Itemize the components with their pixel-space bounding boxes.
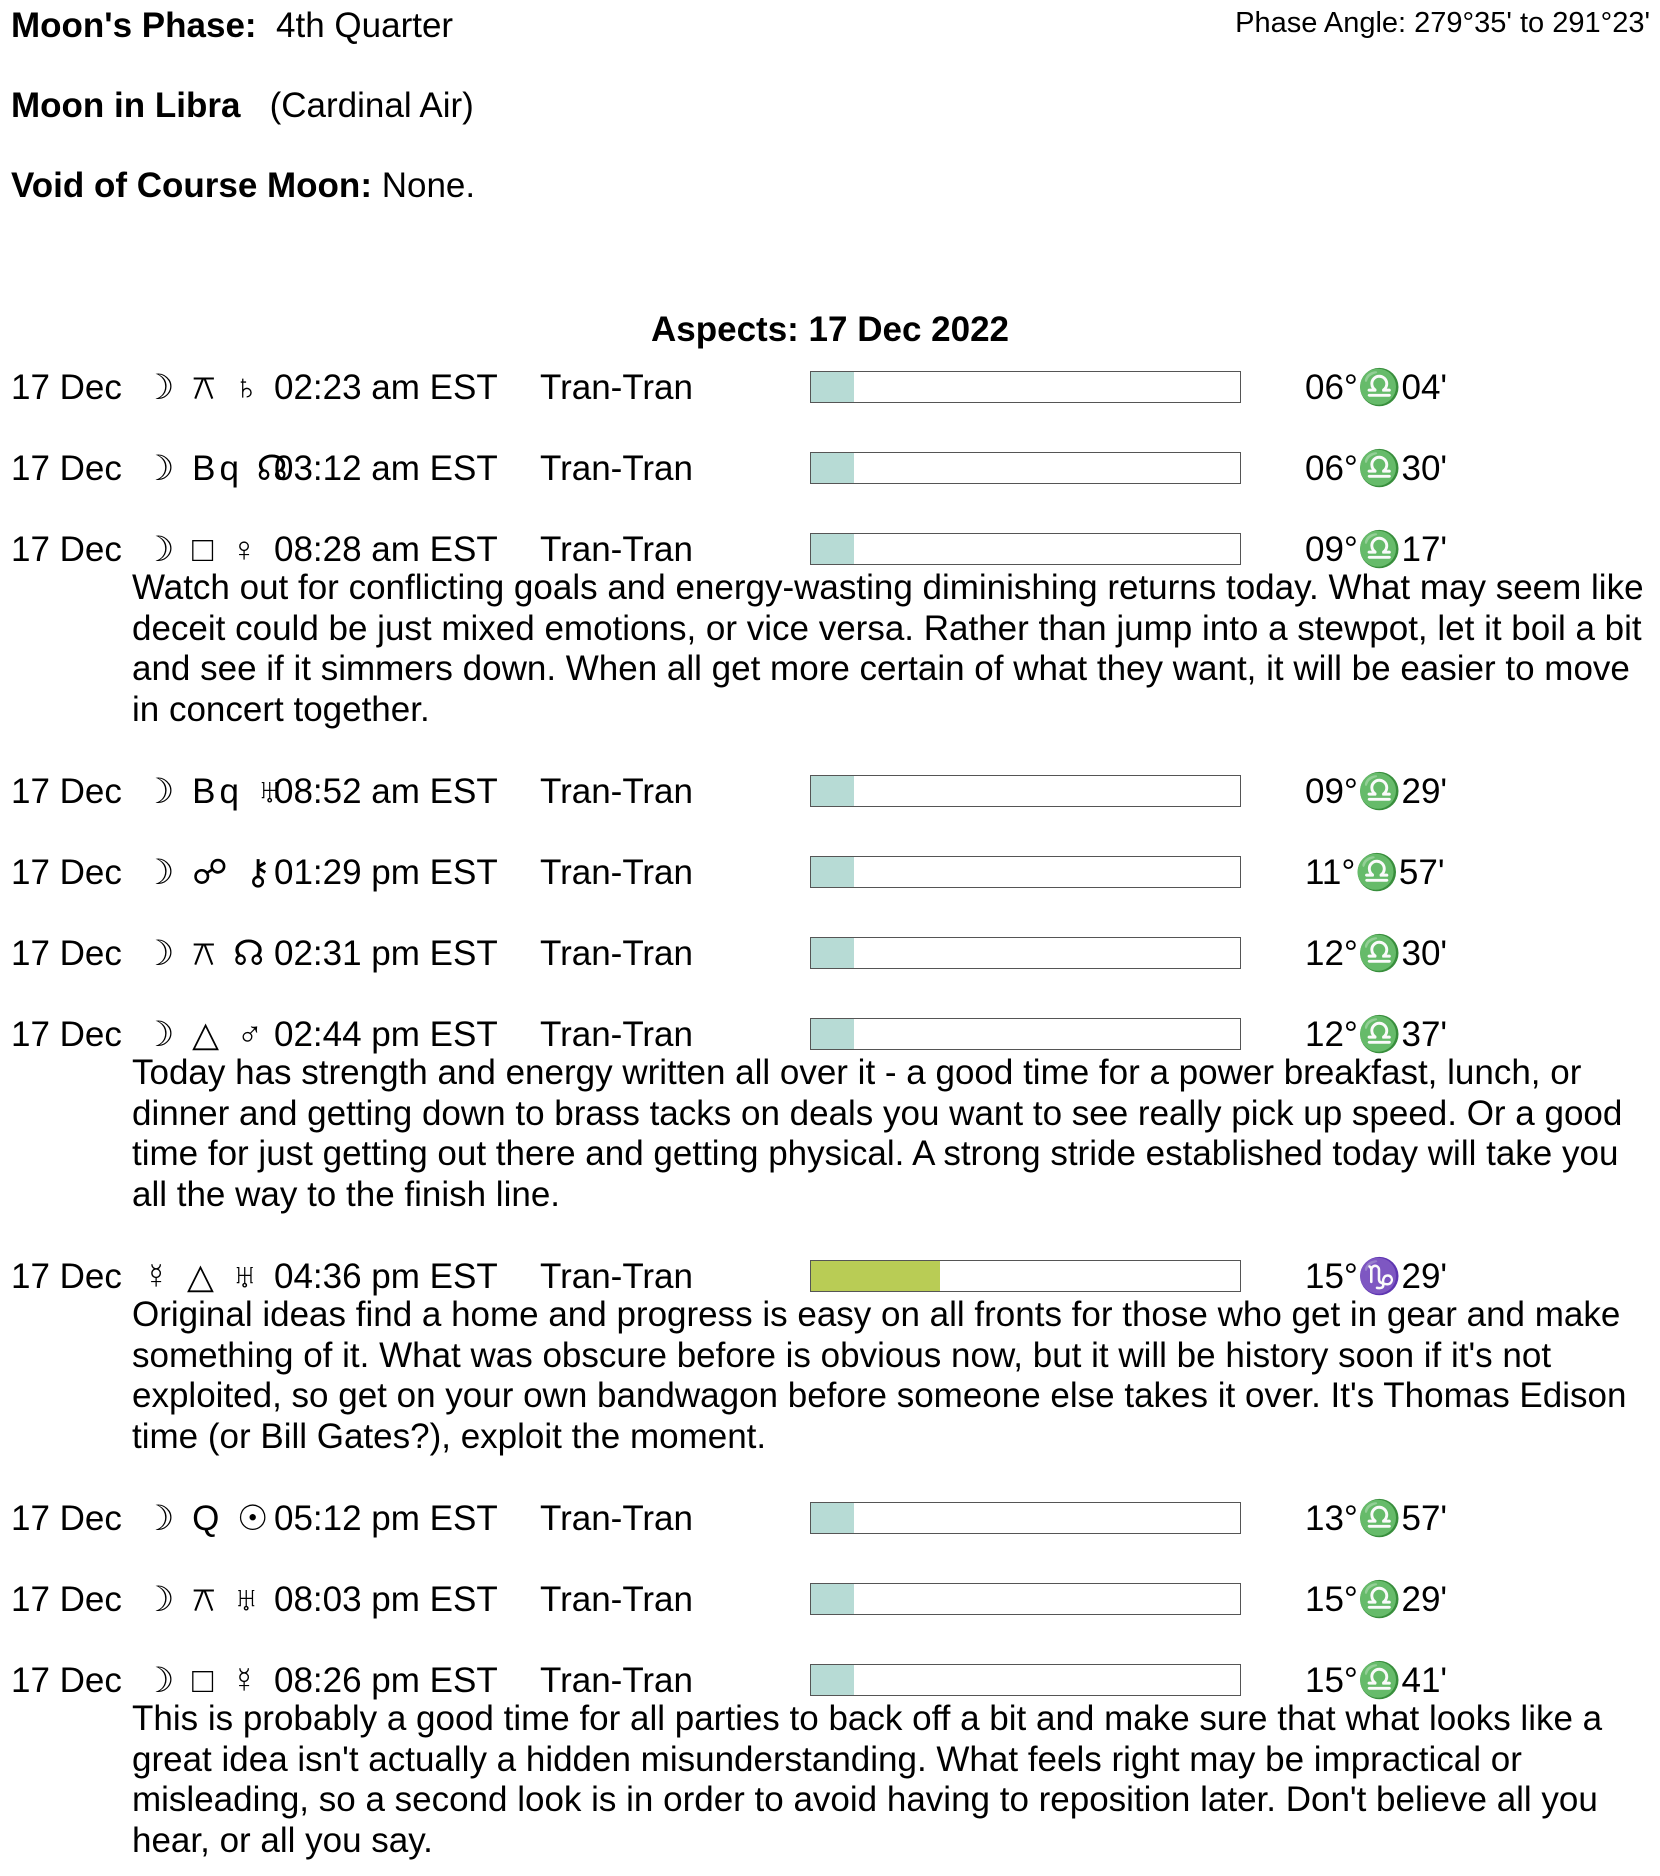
aspect-degree: 15°♎41' <box>1305 1661 1448 1700</box>
aspect-date: 17 Dec <box>11 1257 122 1296</box>
strength-bar <box>810 452 1241 484</box>
aspect-date: 17 Dec <box>11 934 122 973</box>
aspect-glyphs: ☽ ⚻ ☊ <box>143 934 269 973</box>
aspect-degree: 12°♎30' <box>1305 934 1448 973</box>
aspect-glyphs: ☽ □ ♀ <box>143 530 262 569</box>
strength-bar-fill <box>811 1584 854 1614</box>
strength-bar-fill <box>811 453 854 483</box>
aspect-type: Tran-Tran <box>540 934 693 973</box>
aspect-glyphs: ☽ Bq ♅ <box>143 772 287 811</box>
phase-angle: Phase Angle: 279°35' to 291°23' <box>1235 7 1650 39</box>
aspect-type: Tran-Tran <box>540 1015 693 1054</box>
strength-bar-fill <box>811 372 854 402</box>
aspect-degree: 09°♎29' <box>1305 772 1448 811</box>
strength-bar-fill <box>811 857 854 887</box>
aspect-type: Tran-Tran <box>540 449 693 488</box>
aspect-row <box>0 772 1660 812</box>
strength-bar <box>810 1018 1241 1050</box>
aspect-date: 17 Dec <box>11 1015 122 1054</box>
strength-bar <box>810 1664 1241 1696</box>
aspect-time: 08:03 pm EST <box>274 1580 498 1619</box>
aspect-date: 17 Dec <box>11 530 122 569</box>
aspect-description: Watch out for conflicting goals and energy-wasting diminishing returns today. What may seem like deceit could be just mixed emotions, or vice versa. Rather than jump into a stewpot, let it boil a bit and see if it simmers down. When all get more certain of what they want, it will be easier to move in concert together. <box>132 568 1644 729</box>
aspect-time: 05:12 pm EST <box>274 1499 498 1538</box>
void-of-course-label: Void of Course Moon: <box>11 166 372 205</box>
aspect-type: Tran-Tran <box>540 1580 693 1619</box>
aspect-row <box>0 449 1660 489</box>
aspect-glyphs: ☽ ⚻ ♄ <box>143 368 264 407</box>
aspect-type: Tran-Tran <box>540 1499 693 1538</box>
void-of-course-value: None. <box>381 166 476 205</box>
aspect-type: Tran-Tran <box>540 772 693 811</box>
aspect-row <box>0 934 1660 974</box>
aspect-date: 17 Dec <box>11 368 122 407</box>
aspect-time: 08:28 am EST <box>274 530 498 569</box>
strength-bar <box>810 371 1241 403</box>
aspect-row <box>0 1015 1660 1055</box>
strength-bar <box>810 775 1241 807</box>
strength-bar-fill <box>811 1503 854 1533</box>
aspect-type: Tran-Tran <box>540 853 693 892</box>
aspect-row <box>0 530 1660 570</box>
aspect-glyphs: ☽ Bq ☊ <box>143 449 292 488</box>
aspect-time: 08:26 pm EST <box>274 1661 498 1700</box>
aspect-degree: 06°♎04' <box>1305 368 1448 407</box>
strength-bar-fill <box>811 1665 854 1695</box>
strength-bar <box>810 937 1241 969</box>
strength-bar-fill <box>811 938 854 968</box>
aspect-row <box>0 1499 1660 1539</box>
aspect-type: Tran-Tran <box>540 368 693 407</box>
aspect-glyphs: ☽ △ ♂ <box>143 1015 267 1054</box>
aspect-degree: 11°♎57' <box>1305 853 1445 892</box>
aspect-glyphs: ☽ ☍ ⚷ <box>143 853 275 892</box>
aspect-time: 08:52 am EST <box>274 772 498 811</box>
aspect-degree: 13°♎57' <box>1305 1499 1448 1538</box>
moon-phase-label: Moon's Phase: <box>11 6 257 45</box>
aspect-degree: 15°♑29' <box>1305 1257 1448 1296</box>
aspect-description: Original ideas find a home and progress is easy on all fronts for those who get in gear and make something of it. What was obscure before is obvious now, but it will be history soon if it's not exploited, so get on your own bandwagon before someone else takes it over. It's Thomas Edison time (or Bill Gates?), exploit the moment. <box>132 1295 1627 1456</box>
aspect-glyphs: ☿ △ ♅ <box>143 1257 262 1296</box>
aspect-row <box>0 1661 1660 1701</box>
aspect-date: 17 Dec <box>11 853 122 892</box>
strength-bar <box>810 1502 1241 1534</box>
aspect-time: 04:36 pm EST <box>274 1257 498 1296</box>
aspect-time: 02:23 am EST <box>274 368 498 407</box>
strength-bar-fill <box>811 1261 940 1291</box>
aspect-description: This is probably a good time for all parties to back off a bit and make sure that what looks like a great idea isn't actually a hidden misunderstanding. What feels right may be impractical or misleading, so a second look is in order to avoid having to reposition later. Don't believe all you hear, or all you say. <box>132 1699 1603 1860</box>
aspect-glyphs: ☽ ⚻ ♅ <box>143 1580 264 1619</box>
strength-bar <box>810 856 1241 888</box>
aspect-date: 17 Dec <box>11 449 122 488</box>
strength-bar <box>810 533 1241 565</box>
aspect-description: Today has strength and energy written all over it - a good time for a power breakfast, lunch, or dinner and getting down to brass tacks on deals you want to see really pick up speed. Or a good time for just getting out there and getting physical. A strong stride established today will take you all the way to the finish line. <box>132 1053 1623 1214</box>
aspect-glyphs: ☽ Q ☉ <box>143 1499 273 1538</box>
aspect-date: 17 Dec <box>11 1499 122 1538</box>
strength-bar-fill <box>811 1019 854 1049</box>
strength-bar <box>810 1583 1241 1615</box>
aspect-row <box>0 853 1660 893</box>
aspect-degree: 06°♎30' <box>1305 449 1448 488</box>
aspect-date: 17 Dec <box>11 1580 122 1619</box>
aspect-time: 02:31 pm EST <box>274 934 498 973</box>
strength-bar-fill <box>811 534 854 564</box>
moon-sign-value: (Cardinal Air) <box>269 86 474 125</box>
aspect-type: Tran-Tran <box>540 1257 693 1296</box>
strength-bar <box>810 1260 1241 1292</box>
aspect-time: 02:44 pm EST <box>274 1015 498 1054</box>
aspect-type: Tran-Tran <box>540 530 693 569</box>
aspect-degree: 12°♎37' <box>1305 1015 1448 1054</box>
aspect-row <box>0 1257 1660 1297</box>
aspect-row <box>0 1580 1660 1620</box>
aspect-date: 17 Dec <box>11 772 122 811</box>
aspect-row <box>0 368 1660 408</box>
strength-bar-fill <box>811 776 854 806</box>
aspects-title: Aspects: 17 Dec 2022 <box>651 310 1009 349</box>
aspect-glyphs: ☽ □ ☿ <box>143 1661 262 1700</box>
aspect-time: 01:29 pm EST <box>274 853 498 892</box>
aspect-degree: 15°♎29' <box>1305 1580 1448 1619</box>
aspect-date: 17 Dec <box>11 1661 122 1700</box>
aspect-degree: 09°♎17' <box>1305 530 1448 569</box>
moon-phase-value: 4th Quarter <box>276 6 454 45</box>
aspect-time: 03:12 am EST <box>274 449 498 488</box>
moon-sign-label: Moon in Libra <box>11 86 241 125</box>
aspect-type: Tran-Tran <box>540 1661 693 1700</box>
